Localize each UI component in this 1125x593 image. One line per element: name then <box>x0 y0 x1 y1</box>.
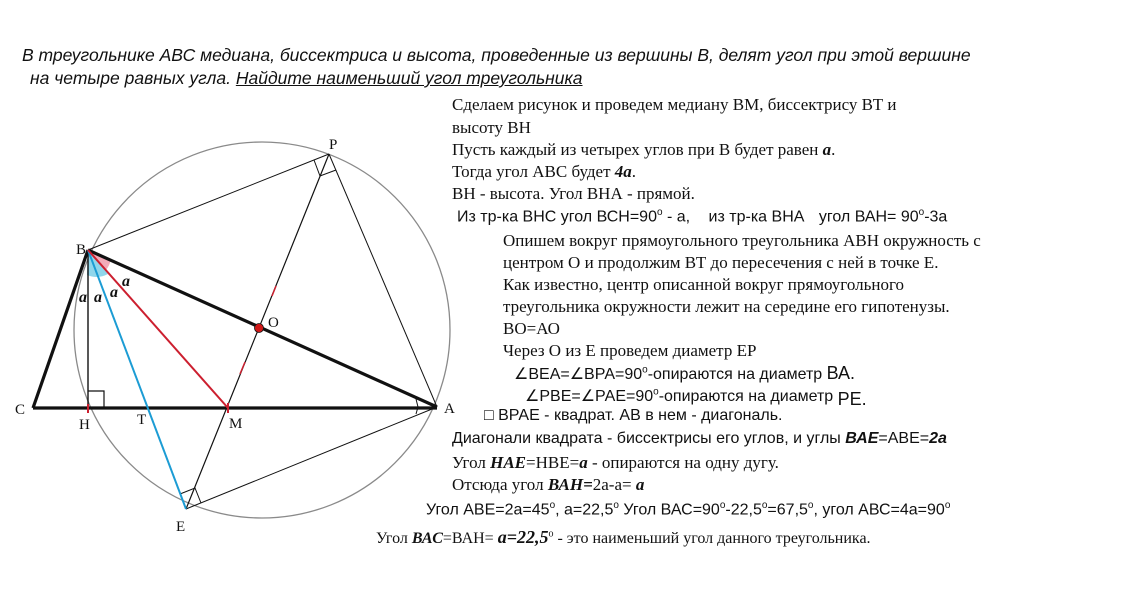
solution-text-17c: =НВЕ= <box>526 453 580 472</box>
angle-mark-4: a <box>122 273 130 290</box>
label-e: E <box>176 519 186 535</box>
solution-line-20 <box>376 527 871 548</box>
solution-line-12 <box>503 341 756 361</box>
solution-text-7: Опишем вокруг прямоугольного треугольника АВН окружность с <box>503 231 981 250</box>
solution-text-20c: =ВАН= <box>442 530 498 547</box>
side-cb <box>33 250 88 408</box>
solution-text-6a: Из тр-ка ВНС угол ВСН=90 <box>457 208 657 226</box>
degree-19l: о <box>944 500 951 511</box>
solution-text-10: треугольника окружности лежит на середине его гипотенузы. <box>503 297 950 316</box>
solution-text-16b: , и углы <box>784 430 846 447</box>
solution-text-15b: ВРАЕ - квадрат. АВ в нем - диагональ. <box>493 407 783 424</box>
solution-text-20d: a=22,5 <box>497 527 549 547</box>
solution-line-7 <box>503 231 981 251</box>
solution-text-20a: Угол <box>376 530 412 547</box>
solution-line-19 <box>426 500 950 519</box>
label-p: P <box>329 137 338 153</box>
solution-text-16e: 2a <box>929 430 947 447</box>
solution-line-9 <box>503 275 904 295</box>
solution-text-5: ВН - высота. Угол ВНА - прямой. <box>452 184 695 203</box>
solution-text-3c: . <box>831 140 836 159</box>
solution-text-19k: , угол АВС=4а=90 <box>813 501 945 519</box>
degree-19d: о <box>613 500 619 511</box>
solution-text-19i: =67,5 <box>767 501 808 519</box>
solution-text-13c: -опираются на диаметр <box>647 366 827 383</box>
solution-text-19a: Угол АВЕ=2а=45 <box>426 501 550 519</box>
solution-text-4a: Тогда угол АВС будет <box>452 162 615 181</box>
solution-text-20b: ВАС <box>411 530 443 547</box>
diameter-pe-tick-2 <box>272 286 276 296</box>
solution-text-2: высоту ВН <box>452 118 531 137</box>
degree-19f: о <box>719 500 726 511</box>
solution-text-18b: ВАН= <box>547 475 593 494</box>
solution-text-6d: из тр-ка ВНА <box>708 208 805 226</box>
solution-line-18 <box>452 475 644 495</box>
solution-line-6 <box>457 207 947 226</box>
solution-text-18c: 2a-a= <box>592 475 636 494</box>
degree-13b: о <box>642 364 648 376</box>
solution-text-17d: a <box>579 453 588 472</box>
solution-text-13d: ВА. <box>826 363 856 383</box>
degree-19b: о <box>549 500 556 511</box>
solution-text-3a: Пусть каждый из четырех углов при В будет равен <box>452 140 823 159</box>
solution-text-16c: ВАЕ <box>845 430 879 447</box>
solution-line-10 <box>503 297 950 317</box>
solution-line-4 <box>452 162 636 182</box>
solution-line-1 <box>452 95 897 115</box>
label-m: M <box>229 416 243 432</box>
center-o <box>255 324 264 333</box>
solution-text-19g: -22,5 <box>725 501 762 519</box>
solution-line-3 <box>452 140 835 160</box>
solution-line-14 <box>525 385 867 409</box>
solution-line-5 <box>452 184 695 204</box>
solution-line-11 <box>503 319 560 339</box>
square-symbol: □ <box>484 407 494 424</box>
solution-text-3b: a <box>822 140 832 159</box>
solution-text-17e: - опираются на одну дугу. <box>587 453 779 472</box>
problem-text-2a: на четыре равных угла. <box>30 68 236 88</box>
angle-mark-2: a <box>94 289 102 306</box>
label-t: T <box>137 412 147 428</box>
problem-question: Найдите наименьший угол треугольника <box>235 68 583 88</box>
solution-text-16a: Диагонали квадрата - биссектрисы его углов <box>452 430 785 447</box>
solution-line-2 <box>452 118 531 138</box>
solution-line-15 <box>484 407 783 425</box>
problem-text-1: В треугольнике АВС медиана, биссектриса и высота, проведенные из вершины В, делят угол при этой вершине <box>22 45 971 65</box>
solution-text-14a: ∠РВЕ=∠РАЕ=90 <box>525 388 654 405</box>
angle-mark-1: a <box>79 289 87 306</box>
solution-text-9: Как известно, центр описанной вокруг прямоугольного <box>503 275 905 294</box>
solution-text-13a: ∠ВЕА=∠ВРА=90 <box>514 366 643 383</box>
solution-text-6g: -3а <box>924 208 948 226</box>
degree-19j: о <box>807 500 814 511</box>
degree-19h: о <box>761 500 768 511</box>
degree-6f: о <box>918 207 925 218</box>
label-o: O <box>268 315 279 331</box>
solution-text-17a: Угол <box>452 453 491 472</box>
solution-line-8 <box>503 253 938 273</box>
solution-text-12: Через О из Е проведем диаметр ЕР <box>503 341 757 360</box>
diameter-pe-tick <box>240 362 245 374</box>
solution-text-19c: , а=22,5 <box>555 501 614 519</box>
solution-text-18d: a <box>635 475 645 494</box>
solution-text-11: ВО=АО <box>503 319 560 338</box>
solution-text-6c: - а, <box>662 208 691 226</box>
segment-pa <box>329 154 437 407</box>
solution-text-8: центром О и продолжим ВТ до пересечения с ней в точке Е. <box>503 253 939 272</box>
solution-text-17b: НАЕ <box>490 453 527 472</box>
solution-line-16 <box>452 430 947 448</box>
solution-text-14c: -опираются на диаметр <box>658 388 838 405</box>
solution-text-1: Сделаем рисунок и проведем медиану ВМ, биссектрису ВТ и <box>452 95 897 114</box>
solution-text-20f: - это наименьший угол данного треугольника. <box>553 530 871 547</box>
solution-line-13 <box>514 363 855 384</box>
solution-text-6e: угол ВАН= 90 <box>818 208 919 226</box>
degree-20e: о <box>548 528 554 540</box>
solution-text-16d: =АВЕ= <box>878 430 930 447</box>
solution-text-19e: Угол ВАС=90 <box>618 501 720 519</box>
angle-mark-3: a <box>110 284 118 301</box>
solution-text-4c: . <box>631 162 636 181</box>
label-h: H <box>79 417 90 433</box>
degree-14b: о <box>653 386 659 398</box>
solution-text-18a: Отсюда угол <box>452 475 548 494</box>
solution-line-17 <box>452 453 779 473</box>
median-bm <box>88 250 228 408</box>
solution-text-14d: РЕ. <box>837 389 867 409</box>
degree-6b: о <box>656 207 663 218</box>
label-c: C <box>15 402 26 418</box>
label-a: A <box>444 401 455 417</box>
label-b: B <box>76 242 87 258</box>
solution-text-4b: 4a <box>614 162 632 181</box>
